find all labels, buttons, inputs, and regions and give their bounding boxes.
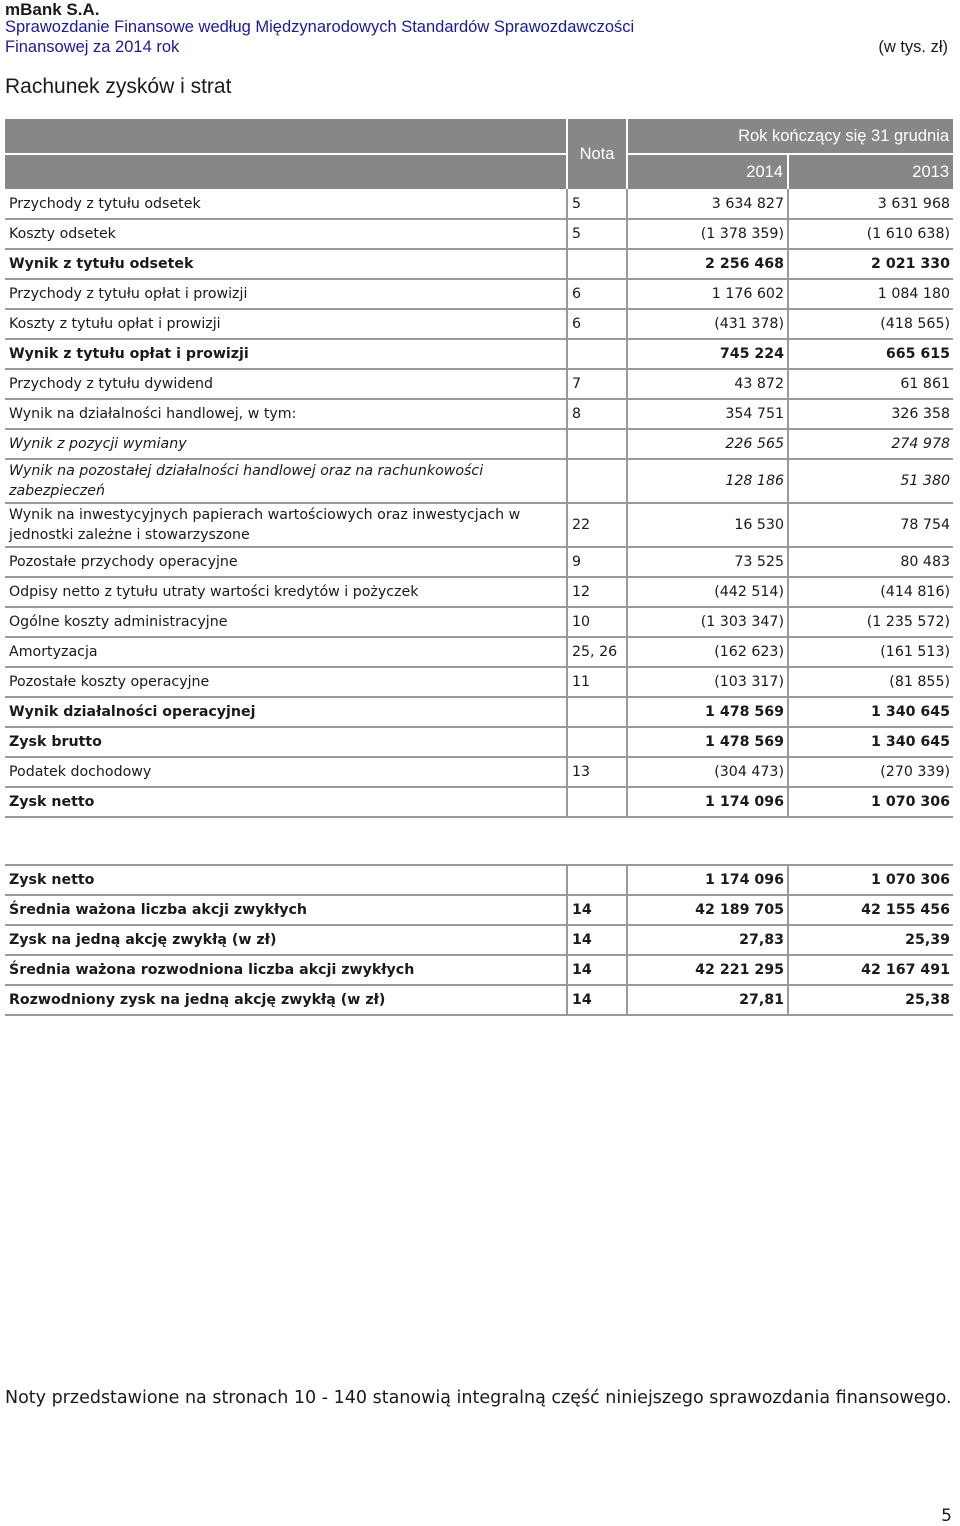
row-value-2014: (304 473) [627,757,788,787]
row-nota: 22 [567,503,627,547]
row-value-2013: (161 513) [788,637,953,667]
row-value-2014: (162 623) [627,637,788,667]
company-name: mBank S.A. [5,0,100,19]
row-value-2013: 51 380 [788,459,953,503]
nota-column-header: Nota [567,119,627,189]
table-row [5,697,953,727]
row-value-2013: (418 565) [788,309,953,339]
row-value-2013: 42 155 456 [788,895,953,925]
row-label: Wynik na działalności handlowej, w tym: [5,399,567,429]
table-row [5,189,953,219]
row-value-2014: 128 186 [627,459,788,503]
row-label: Średnia ważona rozwodniona liczba akcji zwykłych [5,955,567,985]
row-value-2013: 2 021 330 [788,249,953,279]
period-column-header: Rok kończący się 31 grudnia [627,119,953,154]
row-nota: 14 [567,925,627,955]
row-value-2014: (1 378 359) [627,219,788,249]
row-value-2014: 43 872 [627,369,788,399]
table-row [5,955,953,985]
table-row [5,547,953,577]
section-title: Rachunek zysków i strat [5,75,232,98]
row-nota: 6 [567,279,627,309]
table-row [5,459,953,503]
row-value-2014: 1 174 096 [627,865,788,895]
row-nota: 5 [567,219,627,249]
row-nota [567,249,627,279]
row-label: Wynik z tytułu opłat i prowizji [5,339,567,369]
row-value-2013: 61 861 [788,369,953,399]
row-label: Zysk na jedną akcję zwykłą (w zł) [5,925,567,955]
row-label: Średnia ważona liczba akcji zwykłych [5,895,567,925]
row-label: Wynik działalności operacyjnej [5,697,567,727]
row-value-2013: 78 754 [788,503,953,547]
header-blank-cell [5,119,567,154]
table-row [5,249,953,279]
row-value-2014: 1 478 569 [627,727,788,757]
row-label: Pozostałe koszty operacyjne [5,667,567,697]
row-nota: 5 [567,189,627,219]
row-label: Podatek dochodowy [5,757,567,787]
row-value-2014: (442 514) [627,577,788,607]
table-row [5,339,953,369]
row-nota [567,429,627,459]
row-value-2013: (414 816) [788,577,953,607]
row-nota: 14 [567,985,627,1015]
income-statement-table [5,119,953,818]
page-number: 5 [941,1506,952,1526]
table-row [5,925,953,955]
row-value-2014: 354 751 [627,399,788,429]
row-label: Przychody z tytułu odsetek [5,189,567,219]
row-label: Przychody z tytułu opłat i prowizji [5,279,567,309]
row-value-2013: (1 610 638) [788,219,953,249]
row-nota [567,727,627,757]
table-row [5,219,953,249]
table-row [5,279,953,309]
row-nota: 8 [567,399,627,429]
row-value-2013: 42 167 491 [788,955,953,985]
row-value-2013: 665 615 [788,339,953,369]
row-value-2013: 274 978 [788,429,953,459]
row-label: Wynik z pozycji wymiany [5,429,567,459]
row-label: Odpisy netto z tytułu utraty wartości kredytów i pożyczek [5,577,567,607]
row-nota: 10 [567,607,627,637]
table-row [5,895,953,925]
row-label: Zysk netto [5,787,567,817]
table-header-row [5,119,953,154]
table-row [5,667,953,697]
row-nota: 12 [567,577,627,607]
row-nota [567,459,627,503]
row-value-2013: 1 340 645 [788,697,953,727]
row-value-2014: 73 525 [627,547,788,577]
footnote: Noty przedstawione na stronach 10 - 140 stanowią integralną część niniejszego sprawozdania finansowego. [5,1388,952,1408]
row-value-2013: 1 070 306 [788,865,953,895]
row-value-2014: (103 317) [627,667,788,697]
row-label: Wynik z tytułu odsetek [5,249,567,279]
table-row [5,429,953,459]
table-row [5,309,953,339]
row-nota: 6 [567,309,627,339]
table-row [5,985,953,1015]
table-row [5,577,953,607]
units-label: (w tys. zł) [878,38,948,56]
row-label: Zysk netto [5,865,567,895]
row-value-2014: 3 634 827 [627,189,788,219]
row-label: Amortyzacja [5,637,567,667]
year-2014-header: 2014 [627,154,788,189]
row-value-2014: 27,81 [627,985,788,1015]
row-nota: 14 [567,955,627,985]
row-nota: 9 [567,547,627,577]
row-value-2014: 16 530 [627,503,788,547]
report-title-line1: Sprawozdanie Finansowe według Międzynarodowych Standardów Sprawozdawczości [5,18,635,36]
table-row [5,787,953,817]
row-label: Rozwodniony zysk na jedną akcję zwykłą (w zł) [5,985,567,1015]
row-value-2014: 1 176 602 [627,279,788,309]
row-value-2013: (1 235 572) [788,607,953,637]
table-row [5,503,953,547]
table-row [5,637,953,667]
row-nota: 7 [567,369,627,399]
row-value-2013: (81 855) [788,667,953,697]
row-value-2014: 1 174 096 [627,787,788,817]
table-row [5,757,953,787]
row-nota [567,787,627,817]
row-label: Wynik na pozostałej działalności handlowej oraz na rachunkowości zabezpieczeń [5,459,567,503]
row-nota [567,865,627,895]
table-row [5,727,953,757]
row-nota [567,697,627,727]
row-label: Zysk brutto [5,727,567,757]
row-value-2013: 1 070 306 [788,787,953,817]
table-row [5,369,953,399]
table-row [5,399,953,429]
row-label: Koszty odsetek [5,219,567,249]
row-value-2014: (1 303 347) [627,607,788,637]
report-title-line2: Finansowej za 2014 rok [5,38,180,56]
row-nota: 25, 26 [567,637,627,667]
row-nota: 13 [567,757,627,787]
header-blank-cell [5,154,567,189]
earnings-per-share-table [5,864,953,1016]
table-row [5,865,953,895]
row-value-2014: 2 256 468 [627,249,788,279]
row-label: Przychody z tytułu dywidend [5,369,567,399]
row-value-2013: (270 339) [788,757,953,787]
row-value-2013: 1 340 645 [788,727,953,757]
row-value-2013: 326 358 [788,399,953,429]
year-2013-header: 2013 [788,154,953,189]
row-nota: 14 [567,895,627,925]
row-value-2014: 42 221 295 [627,955,788,985]
row-value-2014: 1 478 569 [627,697,788,727]
table-row [5,607,953,637]
row-label: Koszty z tytułu opłat i prowizji [5,309,567,339]
row-value-2013: 3 631 968 [788,189,953,219]
row-value-2014: 226 565 [627,429,788,459]
row-nota [567,339,627,369]
row-value-2014: 27,83 [627,925,788,955]
row-value-2013: 25,39 [788,925,953,955]
row-value-2013: 1 084 180 [788,279,953,309]
row-value-2014: 745 224 [627,339,788,369]
row-value-2013: 25,38 [788,985,953,1015]
row-label: Ogólne koszty administracyjne [5,607,567,637]
row-label: Wynik na inwestycyjnych papierach wartościowych oraz inwestycjach w jednostki zależne i stowarzyszone [5,503,567,547]
table-header-years-row [5,154,953,189]
row-nota: 11 [567,667,627,697]
row-value-2013: 80 483 [788,547,953,577]
row-value-2014: 42 189 705 [627,895,788,925]
row-value-2014: (431 378) [627,309,788,339]
row-label: Pozostałe przychody operacyjne [5,547,567,577]
